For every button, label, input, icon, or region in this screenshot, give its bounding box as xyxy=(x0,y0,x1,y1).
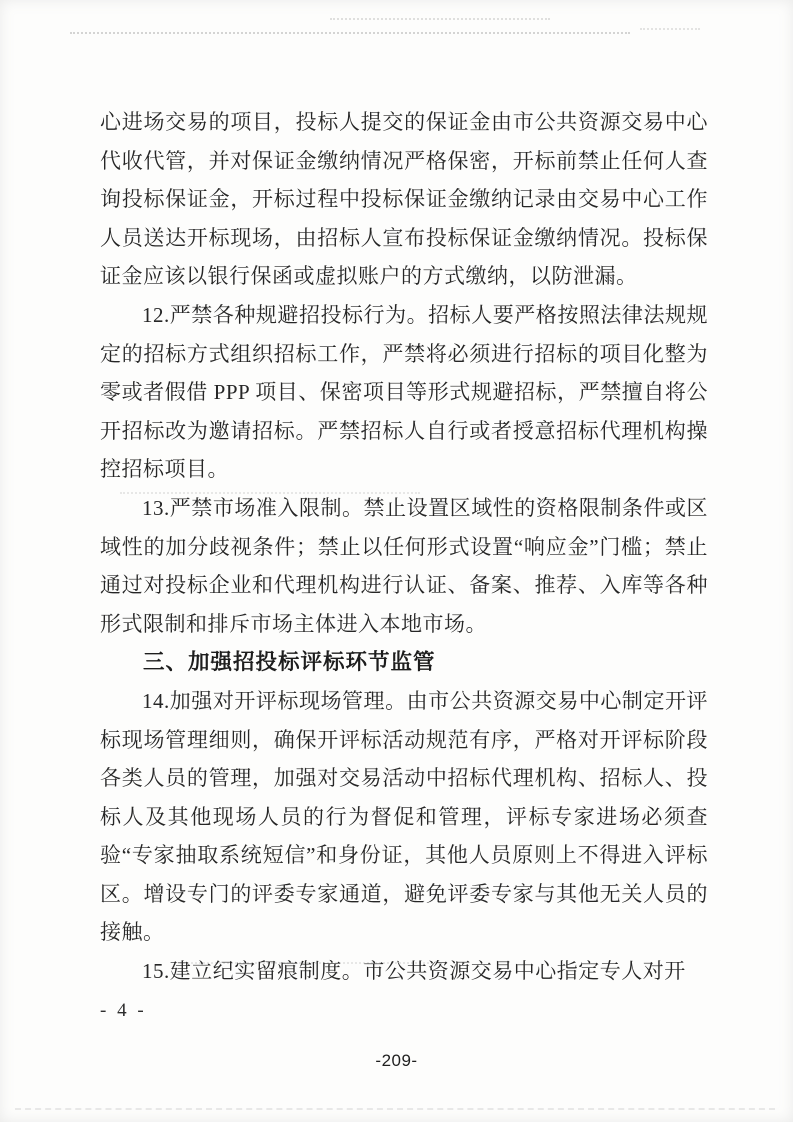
scan-noise xyxy=(15,1108,775,1110)
page-number-volume: -209- xyxy=(375,1051,418,1070)
scan-noise xyxy=(70,32,630,34)
scan-noise xyxy=(640,28,700,30)
paragraph-continuation: 心进场交易的项目，投标人提交的保证金由市公共资源交易中心代收代管，并对保证金缴纳情况严格保密，开标前禁止任何人查询投标保证金，开标过程中投标保证金缴纳记录由交易中心工作人员送达开标现场，由招标人宣布投标保证金缴纳情况。投标保证金应该以银行保函或虚拟账户的方式缴纳，以防泄漏。 xyxy=(100,110,708,289)
scan-noise xyxy=(330,18,550,20)
paragraph-item-13: 13.严禁市场准入限制。禁止设置区域性的资格限制条件或区域性的加分歧视条件；禁止以任何形式设置“响应金”门槛；禁止通过对投标企业和代理机构进行认证、备案、推荐、入库等各种形式限制和排斥市场主体进入本地市场。 xyxy=(100,495,708,636)
paragraph-item-12: 12.严禁各种规避招投标行为。招标人要严格按照法律法规规定的招标方式组织招标工作，严禁将必须进行招标的项目化整为零或者假借 PPP 项目、保密项目等形式规避招标，严禁擅自将公开招标改为邀请招标。严禁招标人自行或者授意招标代理机构操控招标项目。 xyxy=(100,302,708,482)
paragraph-item-14: 14.加强对开评标现场管理。由市公共资源交易中心制定开评标现场管理细则，确保开评标活动规范有序，严格对开评标阶段各类人员的管理，加强对交易活动中招标代理机构、招标人、投标人及其他现场人员的行为督促和管理，评标专家进场必须查验“专家抽取系统短信”和身份证，其他人员原则上不得进入评标区。增设专门的评委专家通道，避免评委专家与其他无关人员的接触。 xyxy=(100,688,708,945)
document-body xyxy=(100,103,708,991)
section-heading: 三、加强招投标评标环节监管 xyxy=(143,650,436,675)
paragraph-item-15: 15.建立纪实留痕制度。市公共资源交易中心指定专人对开 xyxy=(142,959,686,984)
page-number-document: - 4 - xyxy=(100,1000,147,1021)
